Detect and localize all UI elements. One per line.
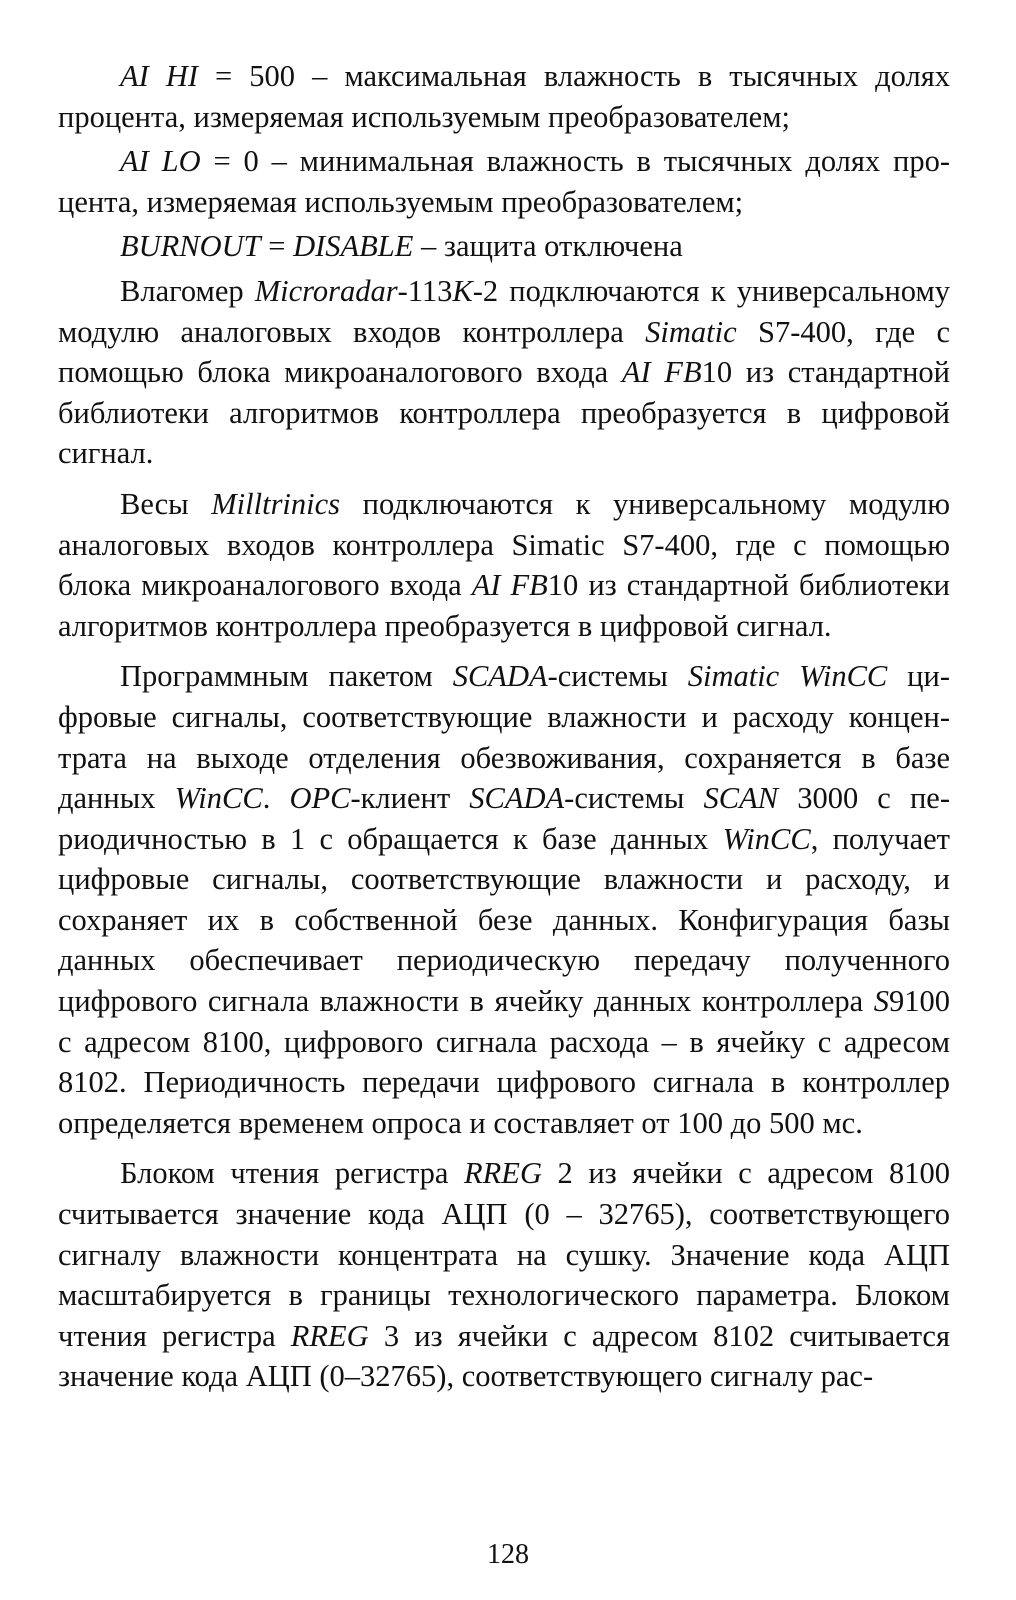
page-content bbox=[58, 56, 950, 1397]
text-run: Весы bbox=[120, 486, 212, 521]
paragraph-ai-hi bbox=[58, 56, 950, 137]
italic-run: WinCC bbox=[174, 781, 263, 816]
paragraph-scada bbox=[58, 656, 950, 1143]
text-run: 10 из стандартной библиотеки алгоритмов контроллера преобразуется в цифровой сигнал. bbox=[58, 568, 950, 643]
paragraph-rreg bbox=[58, 1153, 950, 1397]
text-run: цифровые сигналы, соответствующие влажности и расходу концентрата на выходе отделения обезвоживания, сохраняется в базе данных bbox=[58, 659, 950, 816]
italic-run: AI FB bbox=[471, 568, 548, 603]
paragraph-microradar bbox=[58, 271, 950, 474]
text-run: Блоком чтения регистра bbox=[120, 1156, 465, 1191]
italic-run: WinCC bbox=[722, 821, 811, 856]
italic-run: BURNOUT bbox=[120, 229, 261, 264]
italic-run: DISABLE bbox=[293, 229, 414, 264]
text-run: 10 из стандартной библиотеки алгоритмов контроллера преобразуется в цифровой сигнал. bbox=[58, 355, 950, 471]
text-run: = 500 – максимальная влажность в тысячных долях процента, измеряемая используемым преобразователем; bbox=[58, 59, 950, 134]
italic-run: RREG bbox=[464, 1156, 542, 1191]
italic-run: RREG bbox=[290, 1318, 369, 1353]
paragraph-burnout bbox=[58, 226, 950, 267]
text-run: -2 подключаются к универсальному модулю аналоговых входов контроллера bbox=[58, 273, 950, 349]
italic-run: Simatic bbox=[645, 314, 737, 349]
text-run: = bbox=[260, 229, 294, 264]
text-run: 9100 с адресом 8100, цифрового сигнала расхода – в ячейку с адресом 8102. Периодичность передачи цифрового сигнала в контроллер определяется временем опроса и составляет от 100 до 500 мс. bbox=[58, 984, 950, 1140]
text-run: Влагомер bbox=[120, 273, 255, 308]
italic-run: AI LO bbox=[120, 144, 201, 179]
text-run: подключаются к универсальному модулю аналоговых входов контроллера Simatic S7-400, где с помощью блока микроаналогового входа bbox=[58, 486, 951, 603]
text-run: – защита отключена bbox=[413, 229, 683, 264]
italic-run: SCADA bbox=[469, 781, 565, 816]
italic-run: Simatic WinCC bbox=[687, 659, 888, 694]
italic-run: SCAN bbox=[703, 781, 779, 816]
text-run: S7-400, где с помощью блока микроаналогового входа bbox=[58, 314, 951, 390]
text-run: = 0 – минимальная влажность в тысячных долях процента, измеряемая используемым преобразователем; bbox=[58, 144, 951, 219]
page-number: 128 bbox=[487, 1539, 529, 1570]
italic-run: Milltrinics bbox=[211, 486, 341, 521]
paragraph-milltrinics bbox=[58, 484, 950, 646]
text-run: -113 bbox=[397, 273, 453, 308]
text-run: 3 из ячейки с адресом 8102 считывается значение кода АЦП (0–32765), соответствующего сигналу рас- bbox=[58, 1318, 950, 1394]
italic-run: Microradar bbox=[254, 273, 398, 308]
italic-run: K bbox=[452, 273, 473, 308]
text-run: 2 из ячейки с адресом 8100 считывается значение кода АЦП (0 – 32765), соответствующего сигналу влажности концентрата на сушку. Значение кода АЦП масштабируется в границы технологического параметра. Блоком чтения регистра bbox=[58, 1156, 950, 1353]
italic-run: SCADA bbox=[452, 659, 548, 694]
text-run: Программным пакетом bbox=[120, 659, 453, 694]
italic-run: AI HI bbox=[120, 59, 199, 93]
italic-run: AI FB bbox=[621, 355, 702, 390]
italic-run: OPC bbox=[289, 781, 351, 816]
text-run: -клиент bbox=[350, 781, 470, 816]
text-run: -системы bbox=[564, 781, 704, 816]
text-run: . bbox=[262, 781, 290, 816]
text-run: 3000 с периодичностью в 1 с обращается к базе данных bbox=[58, 781, 950, 856]
text-run: -системы bbox=[547, 659, 688, 694]
text-run: , получает цифровые сигналы, соответствующие влажности и расходу, и сохраняет их в собственной безе данных. Конфигурация базы данных обеспечивает периодическую передачу полученного цифрового сигнала влажности в ячейку данных контроллера bbox=[58, 821, 950, 1019]
italic-run: S bbox=[873, 984, 889, 1019]
paragraph-ai-lo bbox=[58, 141, 950, 222]
